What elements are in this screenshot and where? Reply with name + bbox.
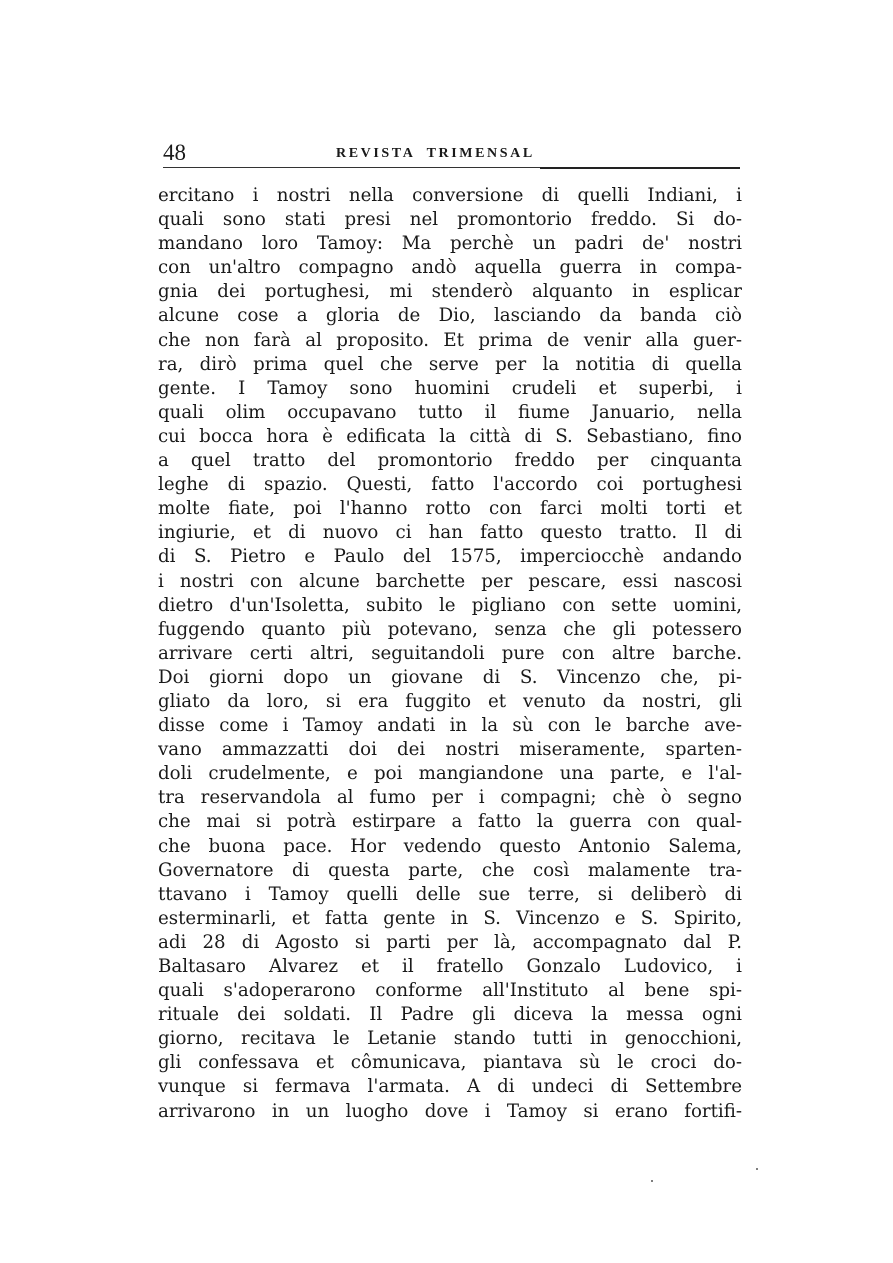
text-line: rituale dei soldati. Il Padre gli diceva la messa ogni <box>158 1004 742 1026</box>
text-line: mandano loro Tamoy: Ma perchè un padri de' nostri <box>158 233 742 255</box>
running-title: REVISTA TRIMENSAL <box>336 146 535 161</box>
text-line: Baltasaro Alvarez et il fratello Gonzalo Ludovico, i <box>158 956 742 977</box>
text-line: gnia dei portughesi, mi stenderò alquanto in esplicar <box>158 281 742 303</box>
text-line: quali sono stati presi nel promontorio freddo. Si do- <box>158 209 742 231</box>
text-line: gli confessava et cômunicava, piantava sù le croci do- <box>158 1052 742 1074</box>
text-line: esterminarli, et fatta gente in S. Vincenzo e S. Spirito, <box>158 907 742 929</box>
text-line: Doi giorni dopo un giovane di S. Vincenzo che, pi- <box>158 666 742 688</box>
text-line: di S. Pietro e Paulo del 1575, imperciocchè andando <box>158 546 742 568</box>
print-speck <box>756 1168 758 1170</box>
text-line: arrivarono in un luogho dove i Tamoy si erano fortifi- <box>158 1100 742 1122</box>
text-line: gente. I Tamoy sono huomini crudeli et superbi, i <box>158 377 742 399</box>
text-line: quali olim occupavano tutto il fiume Januario, nella <box>158 401 742 423</box>
text-line: gliato da loro, si era fuggito et venuto da nostri, gli <box>158 690 742 712</box>
text-line: quali s'adoperarono conforme all'Instituto al bene spi- <box>158 980 742 1002</box>
text-line: con un'altro compagno andò aquella guerra in compa- <box>158 257 742 279</box>
text-line: adi 28 di Agosto si parti per là, accompagnato dal P. <box>158 931 742 953</box>
text-line: arrivare certi altri, seguitandoli pure con altre barche. <box>158 642 742 664</box>
print-speck <box>651 1180 653 1182</box>
text-line: ttavano i Tamoy quelli delle sue terre, si deliberò di <box>158 883 742 905</box>
text-line: alcune cose a gloria de Dio, lasciando da banda ciò <box>158 305 742 327</box>
page-number: 48 <box>163 140 186 165</box>
text-line: leghe di spazio. Questi, fatto l'accordo coi portughesi <box>158 474 742 496</box>
text-line: giorno, recitava le Letanie stando tutti in genocchioni, <box>158 1028 742 1050</box>
header-rule-heavy <box>540 167 740 169</box>
text-line: ra, dirò prima quel che serve per la notitia di quella <box>158 353 742 375</box>
text-line: tra reservandola al fumo per i compagni; chè ò segno <box>158 787 742 809</box>
text-line: fuggendo quanto più potevano, senza che gli potessero <box>158 618 742 640</box>
text-line: Governatore di questa parte, che così malamente tra- <box>158 859 742 881</box>
text-line: cui bocca hora è edificata la città di S. Sebastiano, fino <box>158 425 742 447</box>
text-line: i nostri con alcune barchette per pescare, essi nascosi <box>158 570 742 592</box>
text-line: ercitano i nostri nella conversione di quelli Indiani, i <box>158 185 742 206</box>
text-line: che mai si potrà estirpare a fatto la guerra con qual- <box>158 811 742 833</box>
text-line: che non farà al proposito. Et prima de venir alla guer- <box>158 329 742 351</box>
text-line: doli crudelmente, e poi mangiandone una parte, e l'al- <box>158 763 742 785</box>
body-text <box>158 184 742 1124</box>
text-line: che buona pace. Hor vedendo questo Antonio Salema, <box>158 835 742 857</box>
text-line: ingiurie, et di nuovo ci han fatto questo tratto. Il di <box>158 522 742 544</box>
text-line: vano ammazzatti doi dei nostri miseramente, sparten- <box>158 739 742 761</box>
text-line: a quel tratto del promontorio freddo per cinquanta <box>158 450 742 472</box>
text-line: dietro d'un'Isoletta, subito le pigliano con sette uomini, <box>158 594 742 616</box>
text-line: disse come i Tamoy andati in la sù con le barche ave- <box>158 715 742 737</box>
text-line: molte fiate, poi l'hanno rotto con farci molti torti et <box>158 498 742 520</box>
text-line: vunque si fermava l'armata. A di undeci di Settembre <box>158 1076 742 1098</box>
